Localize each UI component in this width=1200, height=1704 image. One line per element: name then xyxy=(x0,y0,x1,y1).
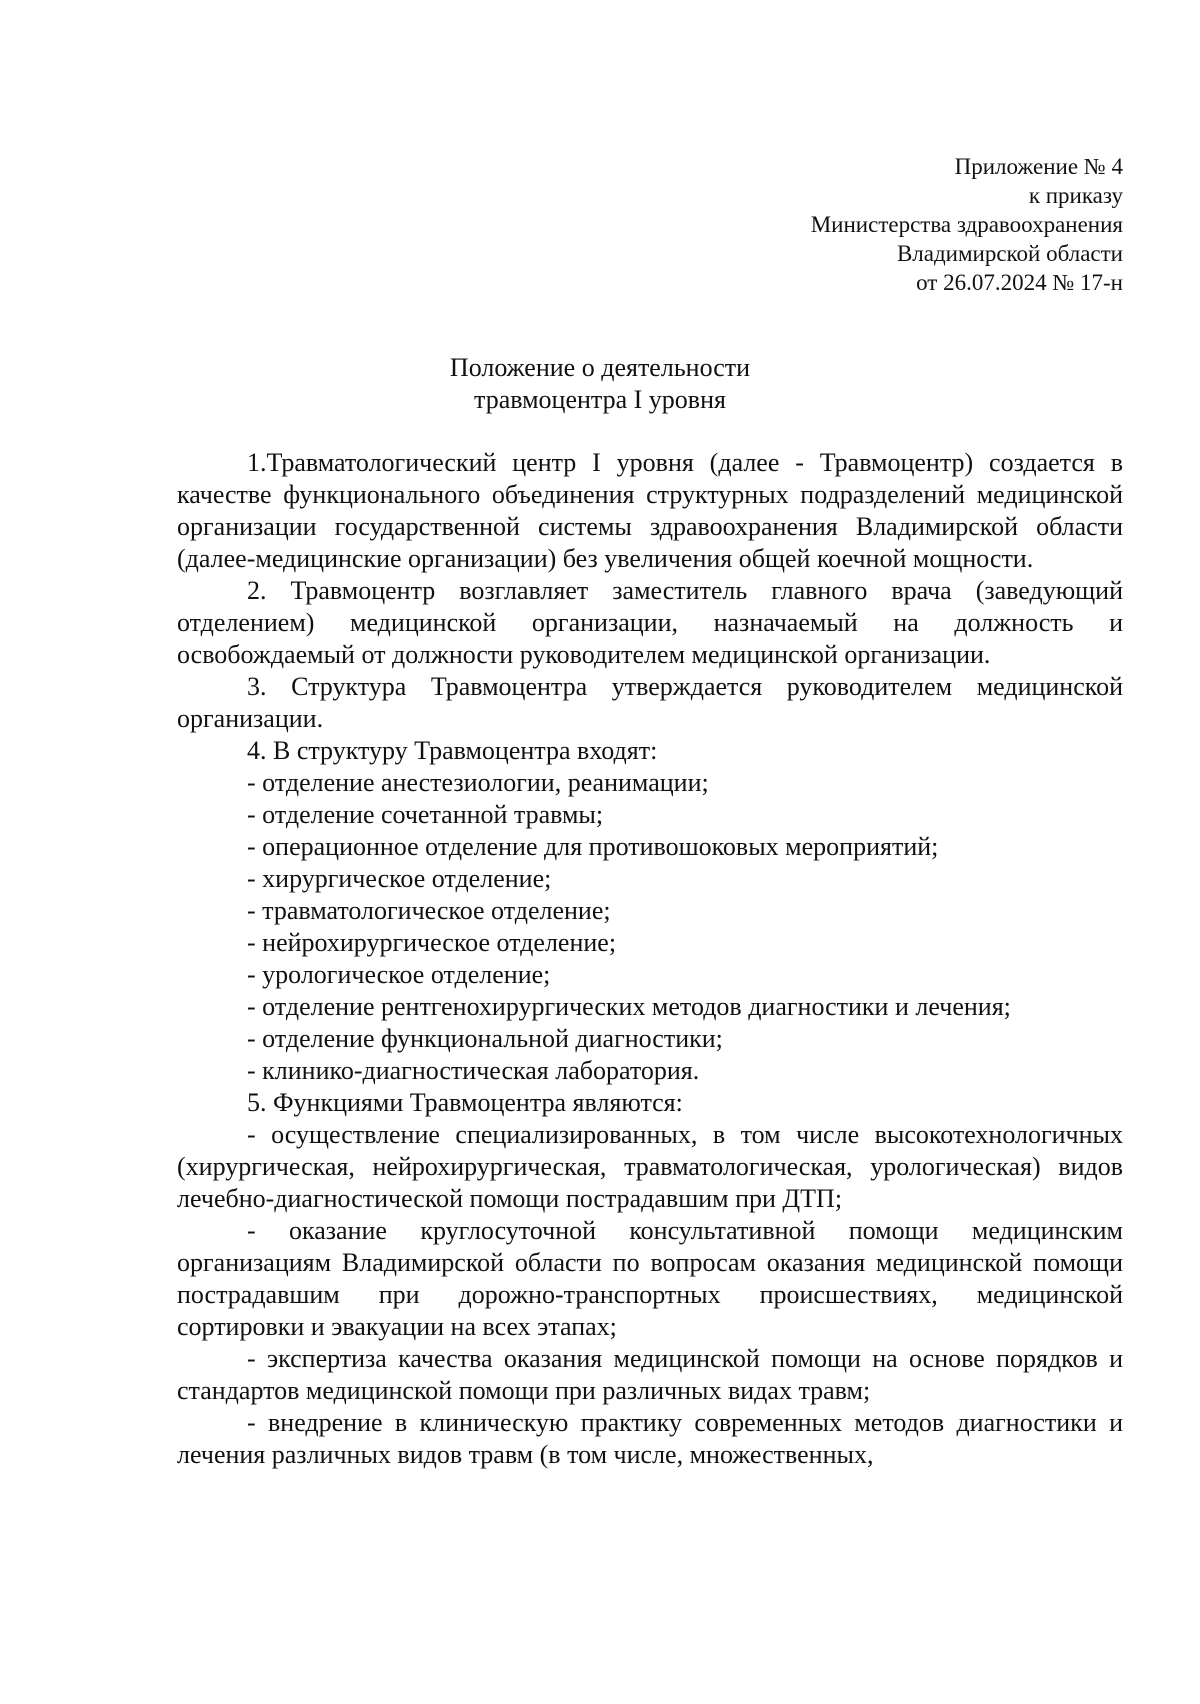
approval-line: Приложение № 4 xyxy=(954,154,1123,179)
paragraph: 3. Структура Травмоцентра утверждается руководителем медицинской организации. xyxy=(177,672,1123,733)
title-line: травмоцентра I уровня xyxy=(474,385,726,414)
title-line: Положение о деятельности xyxy=(449,353,751,382)
approval-line: к приказу xyxy=(1028,183,1123,208)
paragraph: 2. Травмоцентр возглавляет заместитель главного врача (заведующий отделением) медицинской организации, назначаемый на должность и освобождаемый от должности руководителем медицинской организации. xyxy=(177,576,1123,669)
structure-item: - нейрохирургическое отделение; xyxy=(247,928,617,957)
approval-block xyxy=(811,152,1123,297)
function-item: - экспертиза качества оказания медицинской помощи на основе порядков и стандартов медицинской помощи при различных видах травм; xyxy=(177,1344,1123,1405)
structure-item: - отделение сочетанной травмы; xyxy=(247,800,604,829)
function-item: - внедрение в клиническую практику современных методов диагностики и лечения различных видов травм (в том числе, множественных, xyxy=(177,1408,1123,1469)
structure-item: - урологическое отделение; xyxy=(247,960,551,989)
structure-item: - отделение функциональной диагностики; xyxy=(247,1024,723,1053)
structure-item: - отделение рентгенохирургических методов диагностики и лечения; xyxy=(247,992,1011,1021)
document-body xyxy=(177,447,1123,1471)
structure-item: - операционное отделение для противошоковых мероприятий; xyxy=(247,832,939,861)
structure-item: - хирургическое отделение; xyxy=(247,864,552,893)
approval-line: от 26.07.2024 № 17-н xyxy=(916,270,1123,295)
approval-line: Владимирской области xyxy=(896,241,1123,266)
function-item: - осуществление специализированных, в том числе высокотехнологичных (хирургическая, нейрохирургическая, травматологическая, урологическая) видов лечебно-диагностической помощи пострадавшим при ДТП; xyxy=(177,1120,1123,1213)
structure-item: - травматологическое отделение; xyxy=(247,896,611,925)
paragraph: 4. В структуру Травмоцентра входят: xyxy=(247,736,658,765)
structure-item: - отделение анестезиологии, реанимации; xyxy=(247,768,709,797)
function-item: - оказание круглосуточной консультативной помощи медицинским организациям Владимирской области по вопросам оказания медицинской помощи пострадавшим при дорожно-транспортных происшествиях, медицинской сортировки и эвакуации на всех этапах; xyxy=(177,1216,1123,1341)
structure-item: - клинико-диагностическая лаборатория. xyxy=(247,1056,700,1085)
document-title xyxy=(0,352,1200,416)
approval-line: Министерства здравоохранения xyxy=(810,212,1123,237)
functions-heading: 5. Функциями Травмоцентра являются: xyxy=(247,1088,683,1117)
paragraph: 1.Травматологический центр I уровня (далее - Травмоцентр) создается в качестве функционального объединения структурных подразделений медицинской организации государственной системы здравоохранения Владимирской области (далее-медицинские организации) без увеличения общей коечной мощности. xyxy=(177,448,1123,573)
